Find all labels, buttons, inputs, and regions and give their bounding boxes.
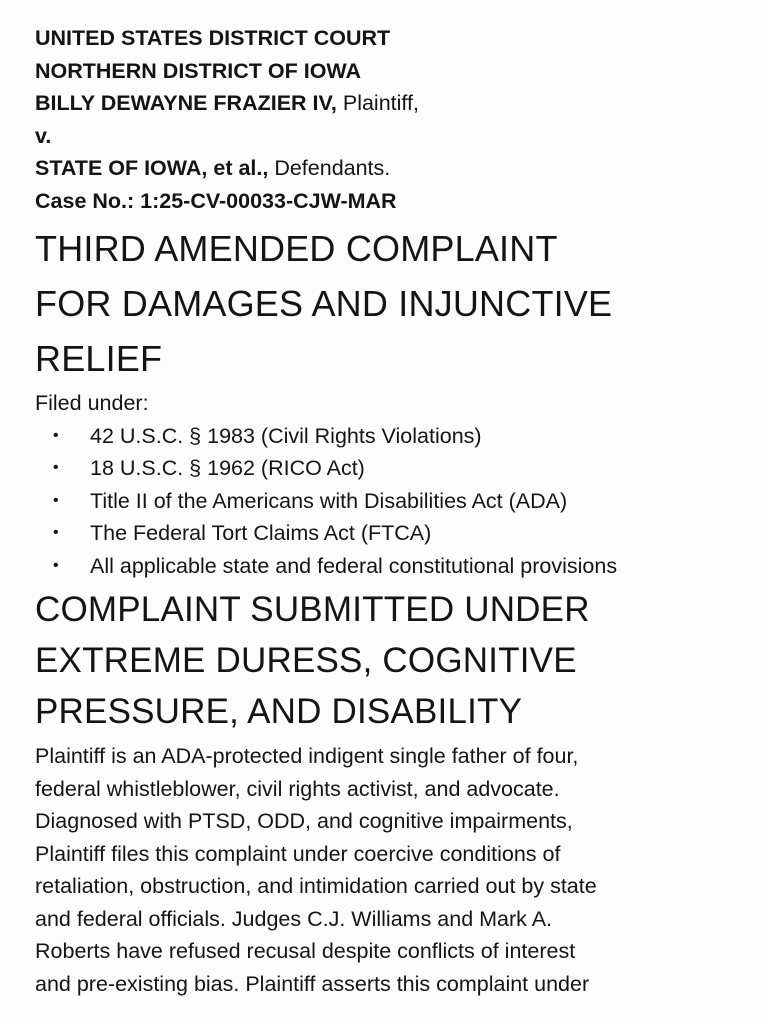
section-heading-line-3: PRESSURE, AND DISABILITY [35, 692, 523, 731]
statute-text: 42 U.S.C. § 1983 (Civil Rights Violations) [90, 423, 482, 448]
bullet: • [53, 524, 59, 541]
title-line-3: RELIEF [35, 338, 163, 379]
statute-item [35, 452, 738, 485]
document-title [35, 221, 738, 386]
body-line: retaliation, obstruction, and intimidation carried out by state [35, 874, 597, 898]
statute-item [35, 485, 738, 518]
defendant-name: STATE OF IOWA, et al., [35, 156, 269, 180]
body-paragraph [35, 740, 738, 1000]
case-caption [35, 22, 738, 217]
body-line: Plaintiff files this complaint under coercive conditions of [35, 841, 561, 866]
section-heading [35, 584, 738, 737]
plaintiff-name: BILLY DEWAYNE FRAZIER IV, [35, 91, 337, 115]
district-name: NORTHERN DISTRICT OF IOWA [35, 58, 362, 83]
body-line: federal whistleblower, civil rights activist, and advocate. [35, 776, 560, 801]
plaintiff-line [35, 87, 738, 120]
versus: v. [35, 123, 52, 148]
statute-text: Title II of the Americans with Disabilities Act (ADA) [90, 488, 568, 513]
body-line: Plaintiff is an ADA-protected indigent single father of four, [35, 744, 579, 768]
body-line: and federal officials. Judges C.J. Williams and Mark A. [35, 906, 553, 931]
plaintiff-role: Plaintiff, [336, 91, 419, 115]
statute-list [35, 420, 738, 583]
section-heading-line-1: COMPLAINT SUBMITTED UNDER [35, 590, 590, 629]
statute-item [35, 420, 738, 453]
defendant-role: Defendants. [268, 156, 391, 180]
statute-text: All applicable state and federal constitutional provisions [90, 553, 618, 578]
body-line: Roberts have refused recusal despite conflicts of interest [35, 939, 576, 963]
title-line-2: FOR DAMAGES AND INJUNCTIVE [35, 283, 613, 324]
section-heading-line-2: EXTREME DURESS, COGNITIVE [35, 641, 577, 680]
court-name: UNITED STATES DISTRICT COURT [35, 26, 391, 50]
case-number: Case No.: 1:25-CV-00033-CJW-MAR [35, 188, 397, 213]
statute-text: 18 U.S.C. § 1962 (RICO Act) [90, 456, 365, 480]
bullet: • [53, 459, 59, 476]
bullet: • [53, 556, 59, 574]
statute-item [35, 550, 738, 583]
defendant-line [35, 152, 738, 185]
body-line: and pre-existing bias. Plaintiff asserts this complaint under [35, 971, 590, 996]
body-line: Diagnosed with PTSD, ODD, and cognitive impairments, [35, 809, 573, 833]
statute-text: The Federal Tort Claims Act (FTCA) [90, 521, 432, 545]
bullet: • [53, 491, 59, 509]
title-line-1: THIRD AMENDED COMPLAINT [35, 228, 558, 269]
statute-item [35, 517, 738, 550]
filed-under-label: Filed under: [35, 391, 149, 415]
bullet: • [53, 426, 59, 444]
